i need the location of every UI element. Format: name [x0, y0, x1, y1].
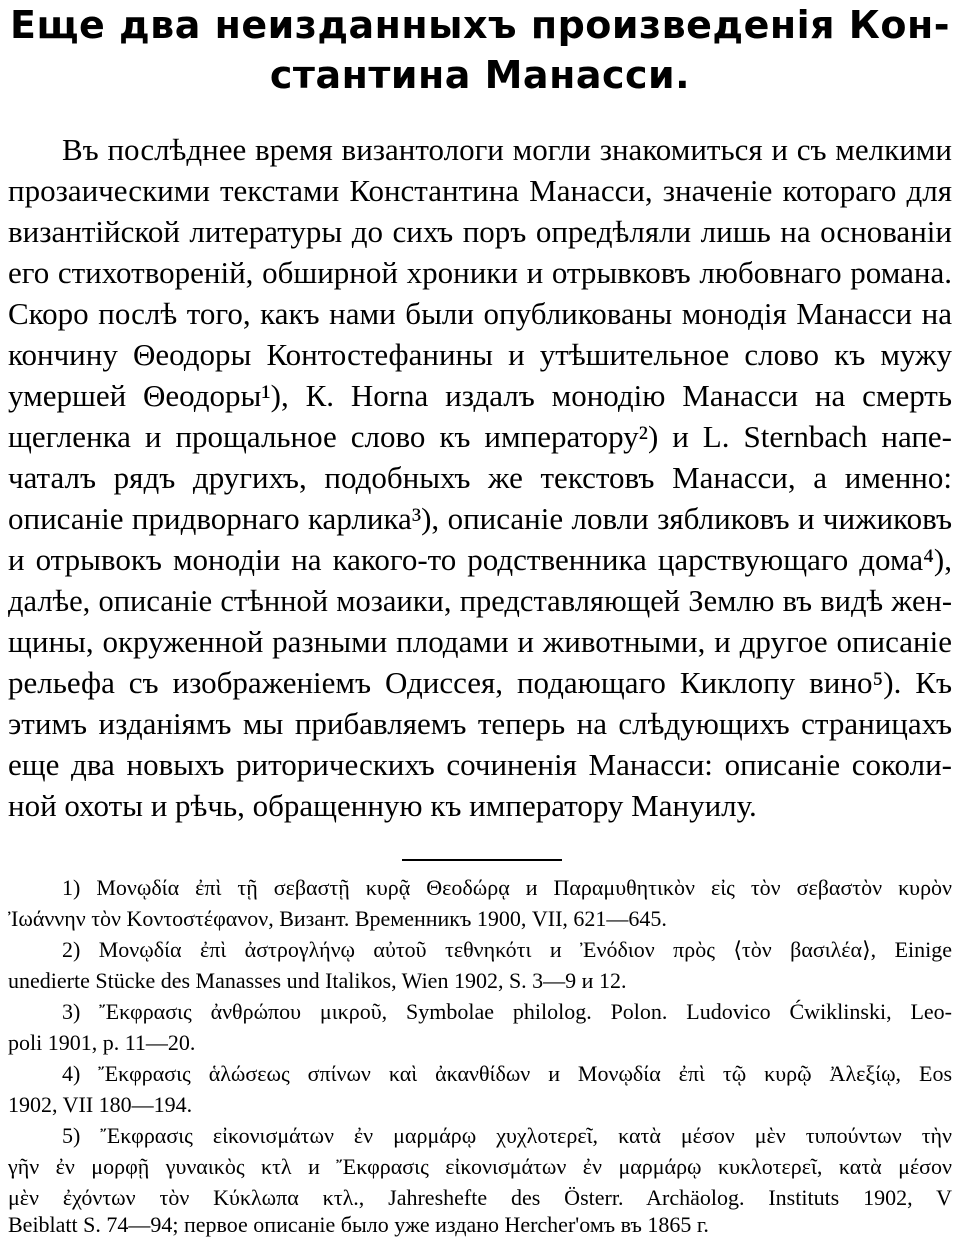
- footnote-line: 5) Ἔκφρασις εἰκονισμάτων ἐν μαρμάρῳ χυχλοτερεῖ, κατὰ μέσον μὲν τυπούντων τὴν: [62, 1123, 952, 1148]
- footnote-divider: [402, 859, 562, 861]
- body-line: Скоро послѣ того, какъ нами были опубликованы монодія Манасси на: [8, 296, 952, 331]
- footnote-line: γῆν ἐν μορφῇ γυναικὸς κτλ и Ἔκφρασις εἰκονισμάτων ἐν μαρμάρῳ κυκλοτερεῖ, κατὰ μέσον: [8, 1154, 952, 1179]
- body-line: щины, окруженной разными плодами и животными, и другое описаніе: [8, 624, 952, 659]
- footnote-line: 1) Μονῳδία ἐπὶ τῇ σεβαστῇ κυρᾷ Θεοδώρᾳ и Παραμυθητικὸν εἰς τὸν σεβαστὸν κυρὸν: [62, 875, 952, 900]
- footnote-line: Ἰωάννην τὸν Κοντοστέφανον, Визант. Временникъ 1900, VII, 621—645.: [8, 906, 667, 931]
- body-line: кончину Θеодоры Контостефанины и утѣшительное слово къ мужу: [8, 337, 952, 372]
- footnote-line: unedierte Stücke des Manasses und Italikos, Wien 1902, S. 3—9 и 12.: [8, 968, 627, 993]
- footnote-line: 2) Μονῳδία ἐπὶ ἀστρογλήνῳ αὐτοῦ τεθνηκότι и Ἐνόδιον πρὸς ⟨τὸν βασιλέα⟩, Einige: [62, 937, 953, 962]
- body-line: этимъ изданіямъ мы прибавляемъ теперь на слѣдующихъ страницахъ: [8, 706, 952, 741]
- body-line: прозаическими текстами Константина Манасси, значеніе котораго для: [8, 173, 952, 208]
- body-line: описаніе придворнаго карлика³), описаніе ловли зябликовъ и чижиковъ: [8, 501, 952, 536]
- footnote-line: 1902, VII 180—194.: [8, 1092, 193, 1117]
- body-line: византійской литературы до сихъ поръ опредѣляли лишь на основаніи: [8, 214, 952, 249]
- footnote-line: 4) Ἔκφρασις ἁλώσεως σπίνων καὶ ἀκανθίδων и Μονῳδία ἐπὶ τῷ κυρῷ Ἀλεξίῳ, Eos: [62, 1061, 952, 1086]
- body-line: его стихотвореній, обширной хроники и отрывковъ любовнаго романа.: [8, 255, 952, 290]
- body-line: чаталъ рядъ другихъ, подобныхъ же текстовъ Манасси, а именно:: [8, 460, 952, 495]
- title-line-1: Еще два неизданныхъ произведенія Кон-: [10, 3, 950, 47]
- body-line: еще два новыхъ риторическихъ сочиненія Манасси: описаніе соколи-: [8, 747, 952, 782]
- footnote-line: μὲν ἐχόντων τὸν Κύκλωπα κτλ., Jahreshefte des Österr. Archäolog. Instituts 1902, V: [8, 1185, 952, 1210]
- footnote-line: Beiblatt S. 74—94; первое описаніе было уже издано Hercher'омъ въ 1865 г.: [8, 1212, 709, 1237]
- body-line: щегленка и прощальное слово къ императору²) и L. Sternbach напе-: [8, 419, 952, 454]
- article-title: [8, 0, 952, 100]
- footnote-line: poli 1901, p. 11—20.: [8, 1030, 196, 1055]
- body-line: ной охоты и рѣчь, обращенную къ императору Мануилу.: [8, 788, 757, 823]
- title-line-2: стантина Манасси.: [269, 53, 691, 97]
- body-line: и отрывокъ монодіи на какого-то родственника царствующаго дома⁴),: [8, 542, 952, 577]
- footnote-line: 3) Ἔκφρασις ἀνθρώπου μικροῦ, Symbolae philolog. Polon. Ludovico Ćwiklinski, Leo-: [62, 999, 952, 1024]
- body-line: умершей Θеодоры¹), К. Horna издалъ монодію Манасси на смерть: [8, 378, 952, 413]
- body-line: Въ послѣднее время византологи могли знакомиться и съ мелкими: [62, 132, 952, 167]
- body-line: рельефа съ изображеніемъ Одиссея, подающаго Киклопу вино⁵). Къ: [8, 665, 952, 700]
- body-line: далѣе, описаніе стѣнной мозаики, представляющей Землю въ видѣ жен-: [8, 584, 952, 618]
